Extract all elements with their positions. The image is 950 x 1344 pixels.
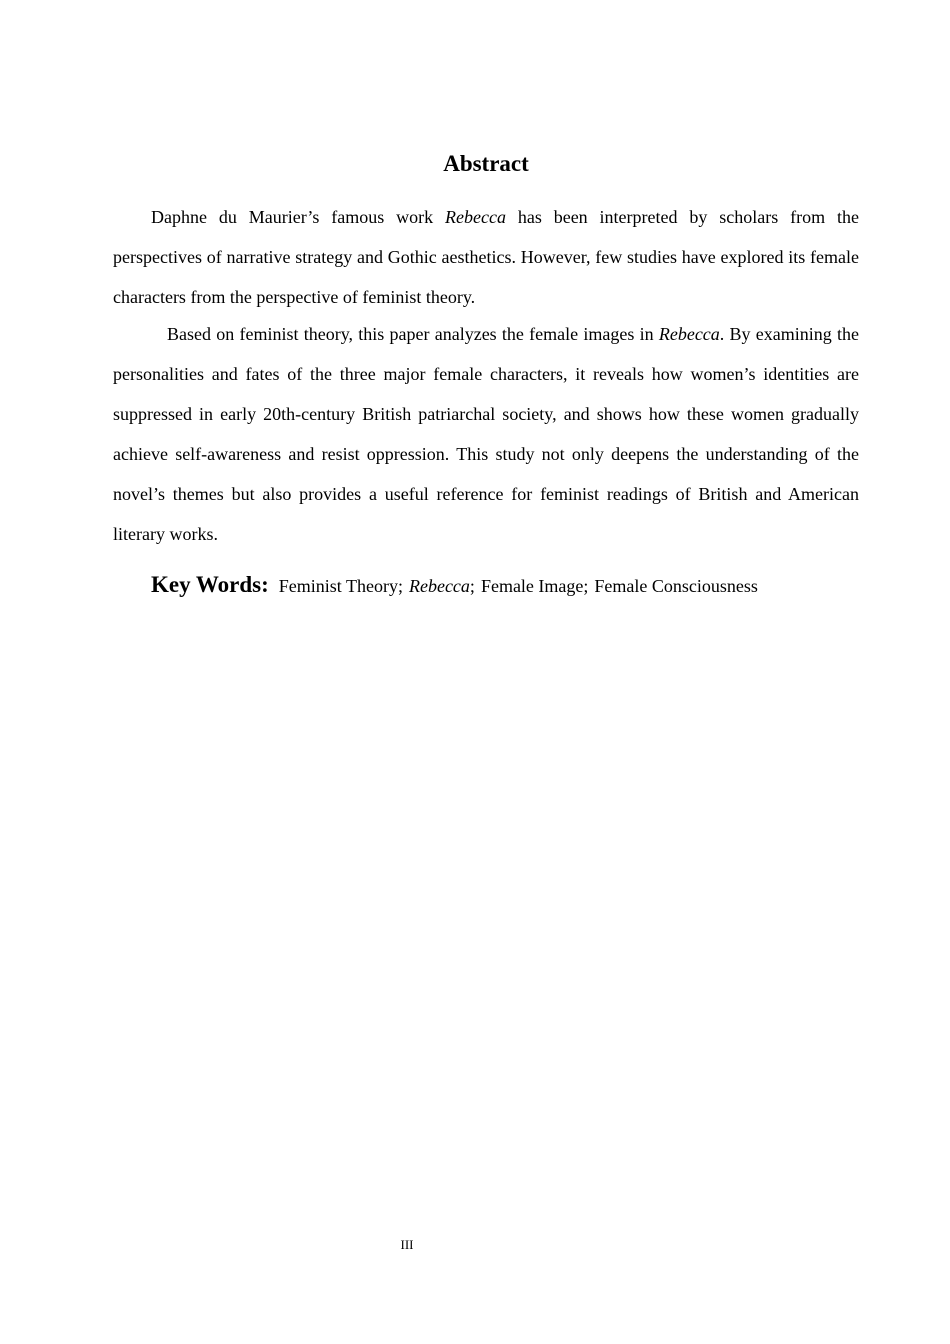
keyword-item: Female Consciousness — [594, 576, 758, 596]
keyword-separator: ; — [469, 576, 475, 596]
keyword-separator: ; — [397, 576, 403, 596]
abstract-paragraph-2 — [113, 314, 859, 554]
paragraph-2-text-end: . By examining the personalities and fates of the three major female characters, it reveals how women’s identities are suppressed in early 20th-century British patriarchal society, and shows how these women gradually achieve self-awareness and resist oppression. This study not only deepens the understanding of the novel’s themes but also provides a useful reference for feminist readings of British and American literary works. — [113, 324, 859, 544]
keywords-label: Key Words: — [151, 572, 269, 597]
paragraph-1-work-title: Rebecca — [445, 207, 506, 227]
abstract-paragraph-1 — [113, 197, 859, 317]
paragraph-1-text-end: has been interpreted by scholars from the perspectives of narrative strategy and Gothic aesthetics. However, few studies have explored its female characters from the perspective of feminist theory. — [113, 207, 859, 307]
abstract-title: Abstract — [443, 151, 529, 176]
paragraph-2-work-title: Rebecca — [658, 324, 720, 344]
keywords-line — [151, 568, 758, 603]
keyword-item: Feminist Theory — [278, 576, 398, 596]
keyword-item: Rebecca — [408, 576, 470, 596]
paragraph-2-text-start: Based on feminist theory, this paper analyzes the female images in — [167, 324, 659, 344]
page-number: III — [400, 1237, 414, 1252]
paragraph-1-text-start: Daphne du Maurier’s famous work — [151, 207, 445, 227]
keyword-separator: ; — [583, 576, 589, 596]
keyword-item: Female Image — [480, 576, 584, 596]
